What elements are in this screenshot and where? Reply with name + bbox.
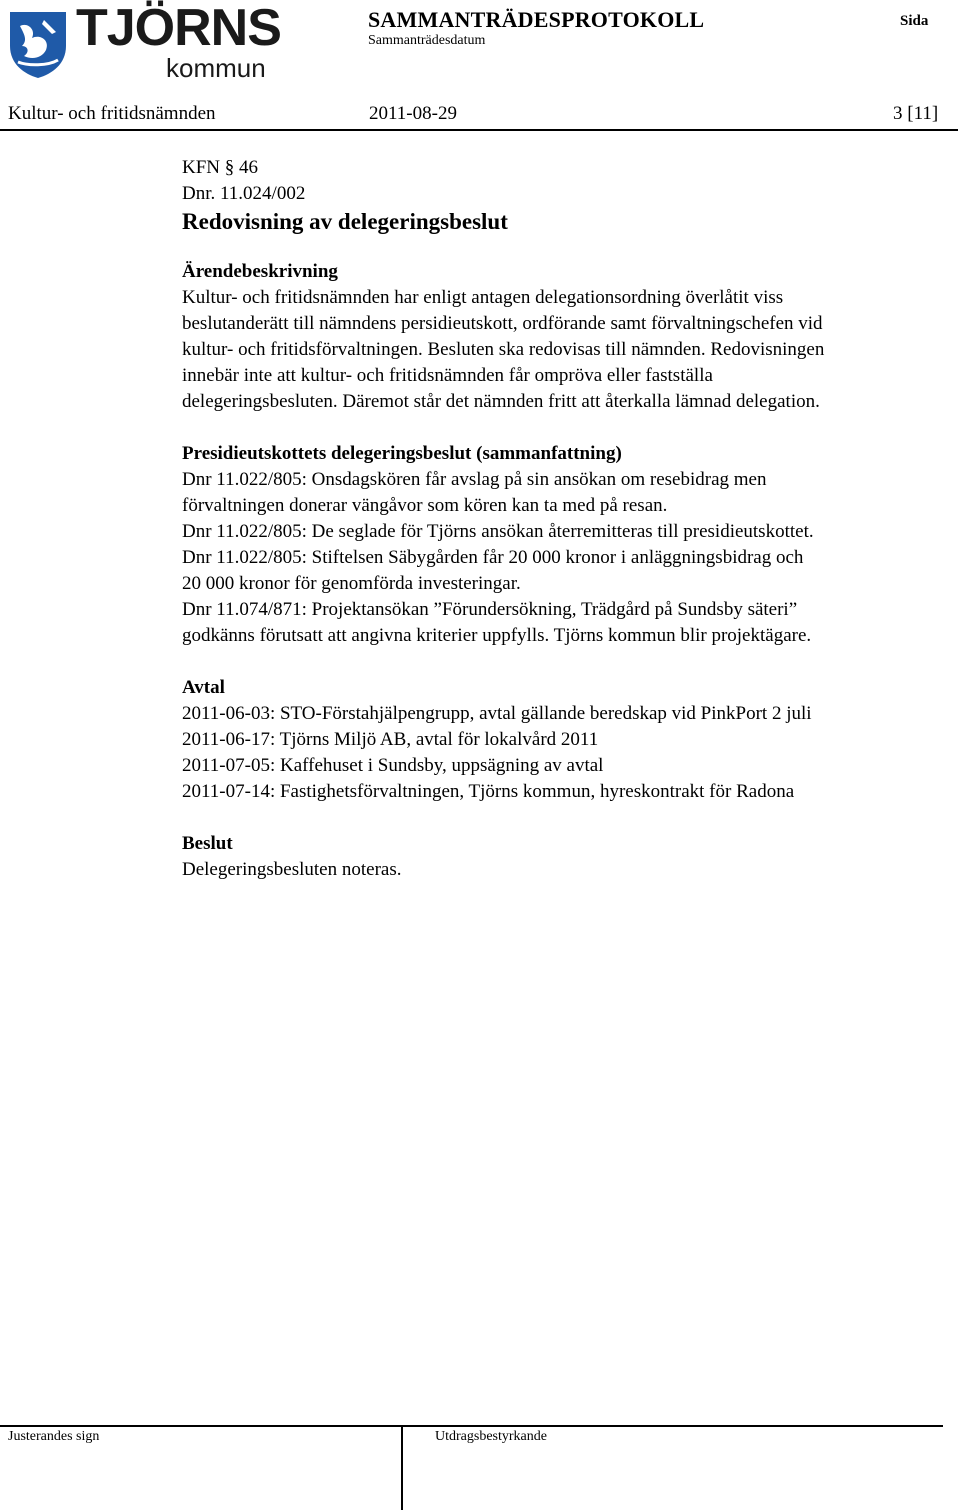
presidium-heading: Presidieutskottets delegeringsbeslut (sammanfattning): [182, 443, 622, 464]
presidium-line: Dnr 11.022/805: Stiftelsen Säbygården får 20 000 kronor i anläggningsbidrag och: [182, 547, 804, 568]
avtal-heading: Avtal: [182, 677, 225, 698]
presidium-line: förvaltningen donerar vängåvor som kören kan ta med på resan.: [182, 495, 668, 516]
avtal-line: 2011-06-17: Tjörns Miljö AB, avtal för lokalvård 2011: [182, 729, 599, 750]
coat-of-arms-icon: [6, 10, 70, 80]
page-number: 3 [11]: [893, 103, 939, 124]
logo-name: TJÖRNS: [76, 0, 281, 57]
beslut-heading: Beslut: [182, 833, 233, 854]
description-line: innebär inte att kultur- och fritidsnämnden får ompröva eller fastställa: [182, 365, 713, 386]
case-dnr: Dnr. 11.024/002: [182, 183, 306, 204]
document-body: [182, 155, 957, 883]
avtal-line: 2011-06-03: STO-Förstahjälpengrupp, avtal gällande beredskap vid PinkPort 2 juli: [182, 703, 812, 724]
description-line: Kultur- och fritidsnämnden har enligt antagen delegationsordning överlåtit viss: [182, 287, 784, 308]
header-rule: [0, 129, 958, 131]
signature-label: Justerandes sign: [8, 1429, 100, 1444]
certification-label: Utdragsbestyrkande: [435, 1429, 547, 1444]
presidium-line: godkänns förutsatt att angivna kriterier uppfylls. Tjörns kommun blir projektägare.: [182, 625, 812, 646]
avtal-line: 2011-07-05: Kaffehuset i Sundsby, uppsägning av avtal: [182, 755, 604, 776]
committee-name: Kultur- och fritidsnämnden: [8, 103, 216, 124]
description-heading: Ärendebeskrivning: [182, 261, 338, 282]
description-line: kultur- och fritidsförvaltningen. Besluten ska redovisas till nämnden. Redovisningen: [182, 339, 825, 360]
presidium-line: Dnr 11.022/805: Onsdagskören får avslag på sin ansökan om resebidrag men: [182, 469, 767, 490]
case-reference: KFN § 46: [182, 157, 259, 178]
footer-rule: [0, 1425, 943, 1427]
meeting-date: 2011-08-29: [369, 103, 457, 124]
description-section: [182, 259, 957, 415]
presidium-line: Dnr 11.022/805: De seglade för Tjörns ansökan återremitteras till presidieutskottet.: [182, 521, 814, 542]
logo-subtitle: kommun: [166, 53, 266, 83]
meeting-date-label: Sammanträdesdatum: [368, 33, 486, 48]
footer-divider: [401, 1426, 403, 1510]
presidium-line: Dnr 11.074/871: Projektansökan ”Förundersökning, Trädgård på Sundsby säteri”: [182, 599, 798, 620]
presidium-line: 20 000 kronor för genomförda investeringar.: [182, 573, 521, 594]
description-line: beslutanderätt till nämndens persidieutskott, ordförande samt förvaltningschefen vid: [182, 313, 823, 334]
beslut-text: Delegeringsbesluten noteras.: [182, 859, 402, 880]
avtal-line: 2011-07-14: Fastighetsförvaltningen, Tjörns kommun, hyreskontrakt för Radona: [182, 781, 795, 802]
case-title: Redovisning av delegeringsbeslut: [182, 209, 508, 234]
page-label: Sida: [900, 13, 929, 29]
presidium-section: [182, 441, 957, 649]
beslut-section: [182, 831, 957, 883]
avtal-section: [182, 675, 957, 805]
document-title: SAMMANTRÄDESPROTOKOLL: [368, 7, 705, 32]
municipality-logo: [6, 0, 281, 83]
description-line: delegeringsbesluten. Däremot står det nämnden fritt att återkalla lämnad delegation.: [182, 391, 820, 412]
